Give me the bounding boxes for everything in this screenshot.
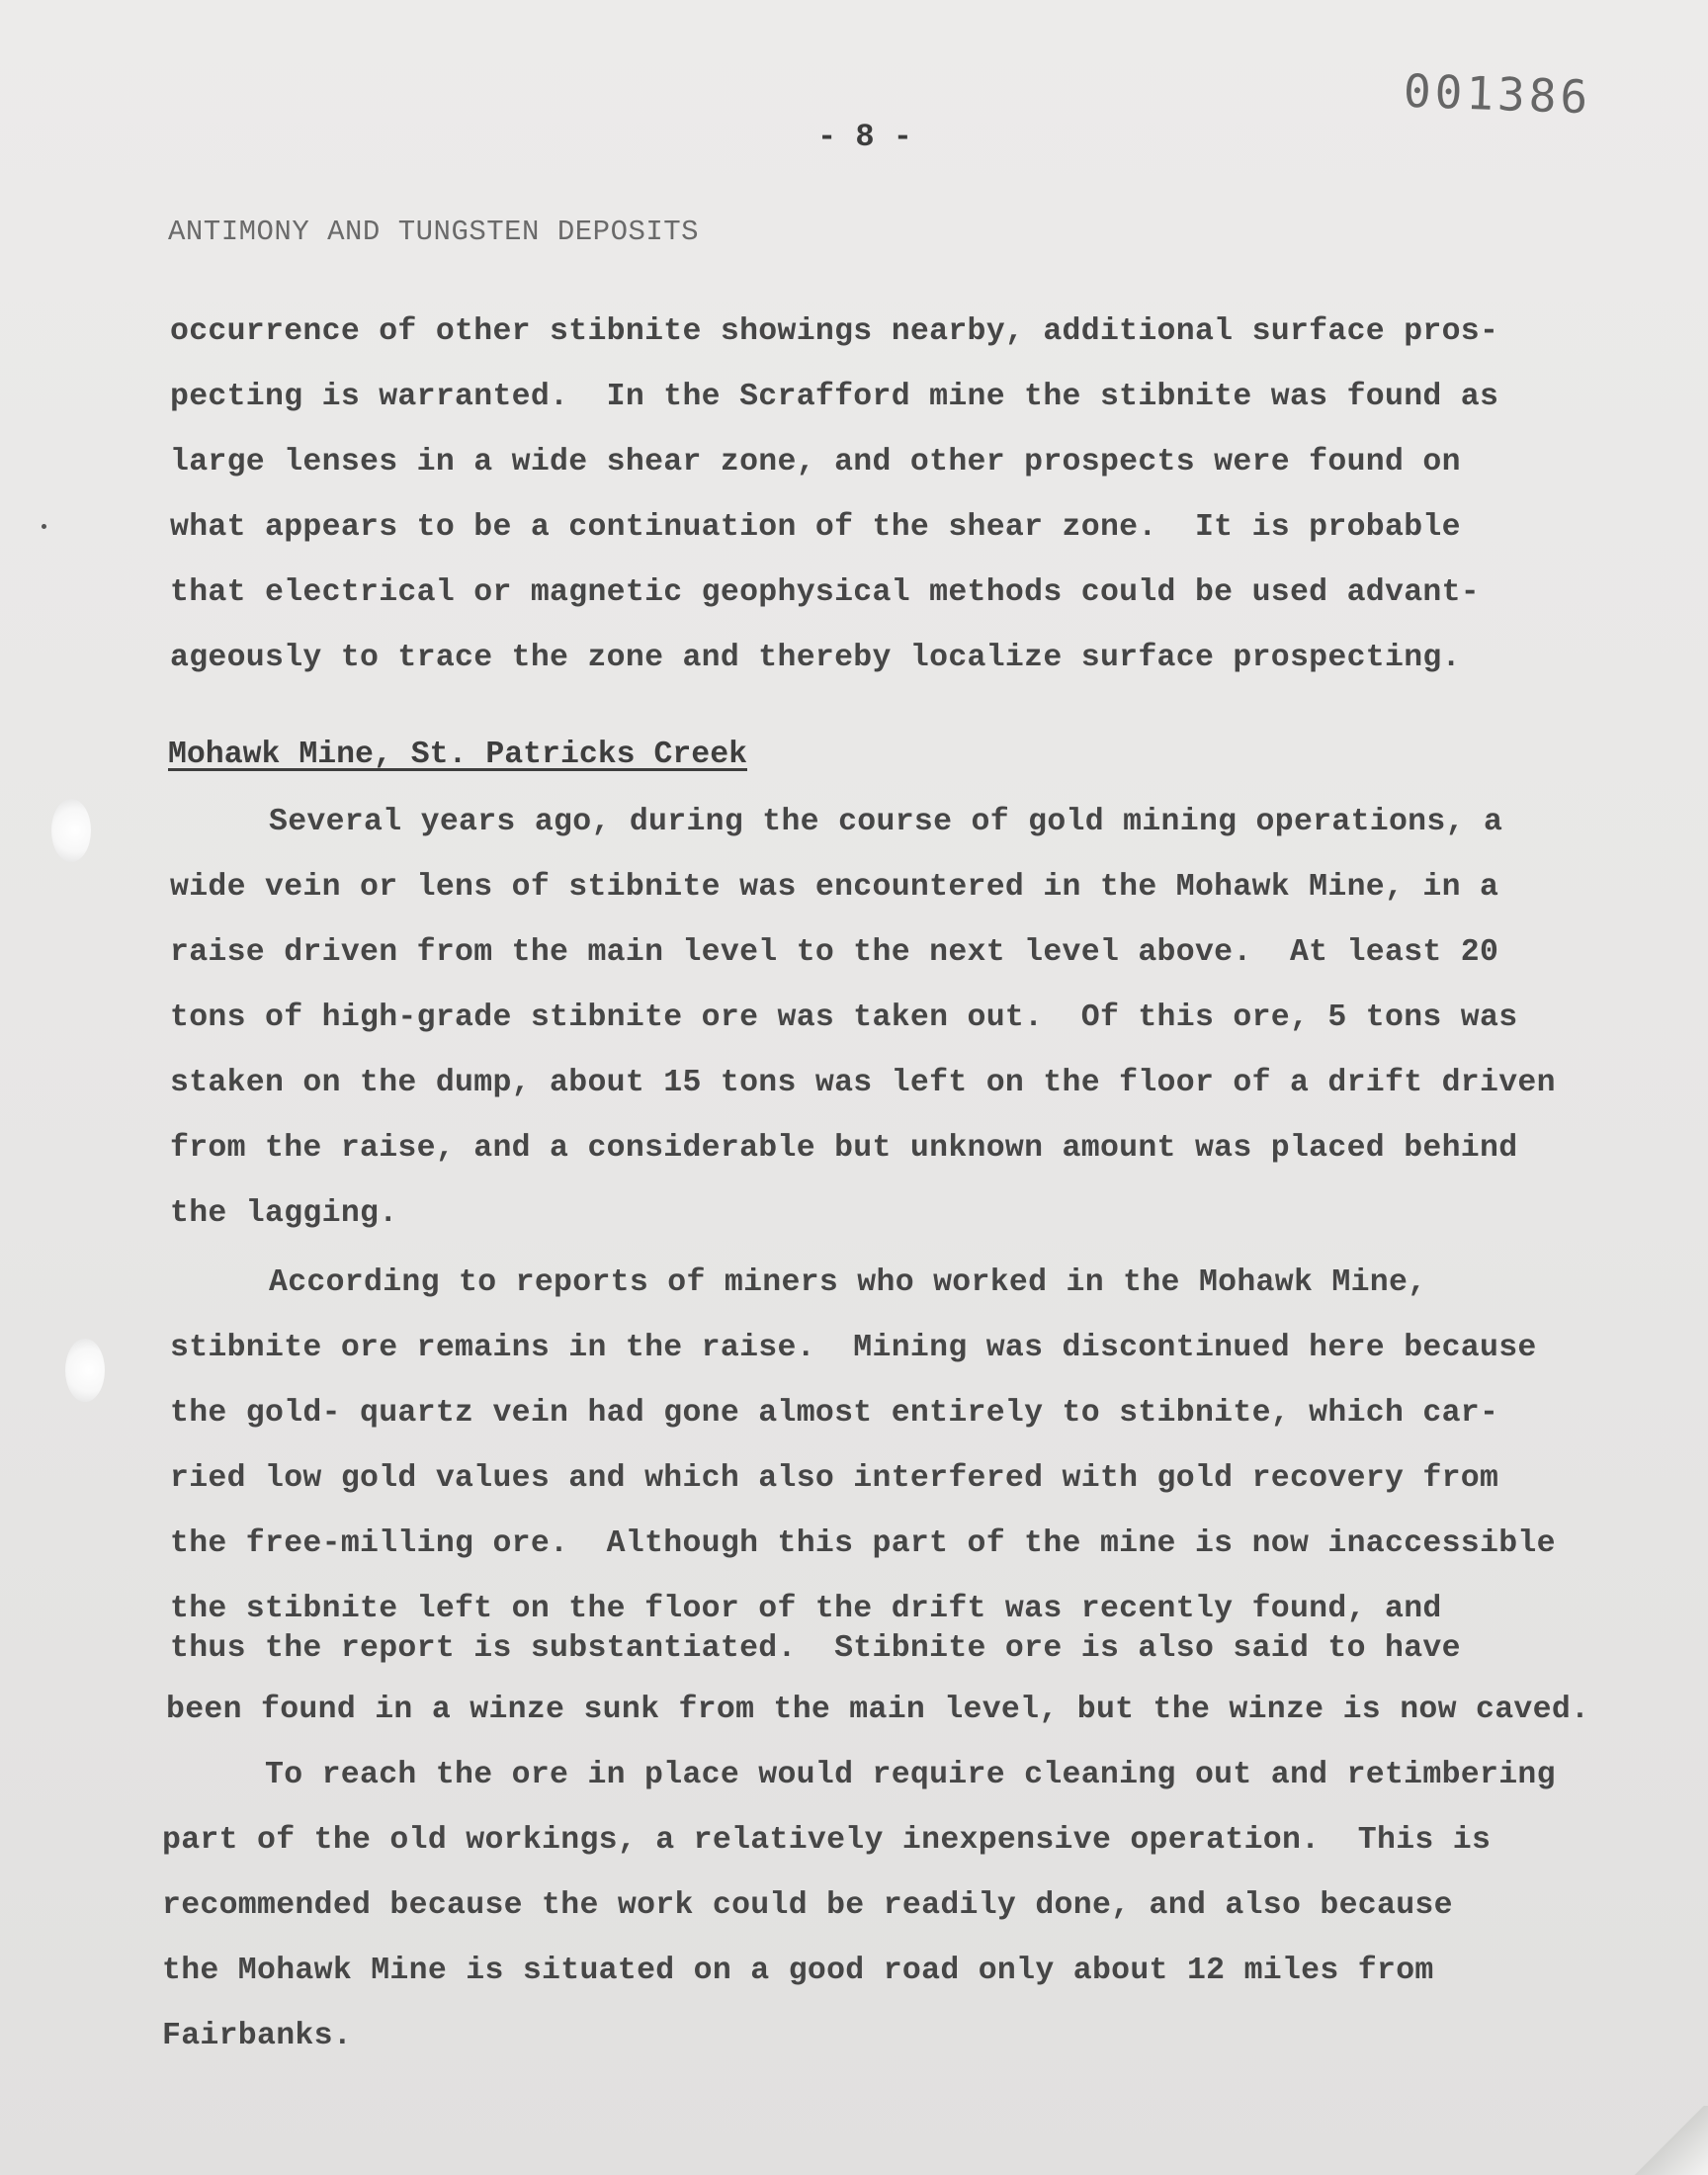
- body-line: occurrence of other stibnite showings nearby, additional surface pros-: [170, 314, 1499, 349]
- running-head: ANTIMONY AND TUNGSTEN DEPOSITS: [168, 216, 700, 248]
- body-line: that electrical or magnetic geophysical methods could be used advant-: [170, 575, 1481, 610]
- body-line: what appears to be a continuation of the shear zone. It is probable: [170, 510, 1461, 545]
- body-line: recommended because the work could be readily done, and also because: [162, 1888, 1453, 1923]
- page-number: - 8 -: [816, 119, 912, 155]
- section-heading: Mohawk Mine, St. Patricks Creek: [168, 738, 747, 772]
- body-line: part of the old workings, a relatively inexpensive operation. This is: [162, 1823, 1492, 1858]
- body-line: ageously to trace the zone and thereby localize surface prospecting.: [170, 641, 1461, 675]
- body-line: According to reports of miners who worked in the Mohawk Mine,: [269, 1265, 1427, 1300]
- body-line: large lenses in a wide shear zone, and other prospects were found on: [170, 445, 1461, 479]
- body-line: ried low gold values and which also interfered with gold recovery from: [170, 1461, 1499, 1496]
- body-line: Several years ago, during the course of gold mining operations, a: [269, 805, 1503, 839]
- punch-hole-bottom: [65, 1339, 105, 1402]
- body-line: from the raise, and a considerable but unknown amount was placed behind: [170, 1131, 1518, 1166]
- document-stamp-number: 001386: [1403, 63, 1593, 125]
- body-line: the lagging.: [170, 1196, 398, 1231]
- body-line: raise driven from the main level to the next level above. At least 20: [170, 935, 1499, 970]
- body-line: the free-milling ore. Although this part of the mine is now inaccessible: [170, 1526, 1556, 1561]
- body-line: the gold- quartz vein had gone almost entirely to stibnite, which car-: [170, 1396, 1499, 1431]
- body-line: To reach the ore in place would require cleaning out and retimbering: [265, 1758, 1556, 1792]
- body-line: Fairbanks.: [162, 2019, 353, 2053]
- body-line: thus the report is substantiated. Stibnite ore is also said to have: [170, 1631, 1461, 1666]
- body-line: the stibnite left on the floor of the drift was recently found, and: [170, 1592, 1442, 1626]
- punch-hole-top: [51, 799, 91, 862]
- margin-mark: [42, 524, 46, 529]
- body-line: been found in a winze sunk from the main level, but the winze is now caved.: [166, 1693, 1590, 1727]
- body-line: wide vein or lens of stibnite was encountered in the Mohawk Mine, in a: [170, 870, 1499, 905]
- body-line: stibnite ore remains in the raise. Mining was discontinued here because: [170, 1331, 1537, 1365]
- body-line: tons of high-grade stibnite ore was taken out. Of this ore, 5 tons was: [170, 1000, 1518, 1035]
- page-corner-curl: [1629, 2106, 1708, 2175]
- body-line: pecting is warranted. In the Scrafford mine the stibnite was found as: [170, 380, 1499, 414]
- body-line: staken on the dump, about 15 tons was left on the floor of a drift driven: [170, 1066, 1556, 1100]
- body-line: the Mohawk Mine is situated on a good road only about 12 miles from: [162, 1954, 1434, 1988]
